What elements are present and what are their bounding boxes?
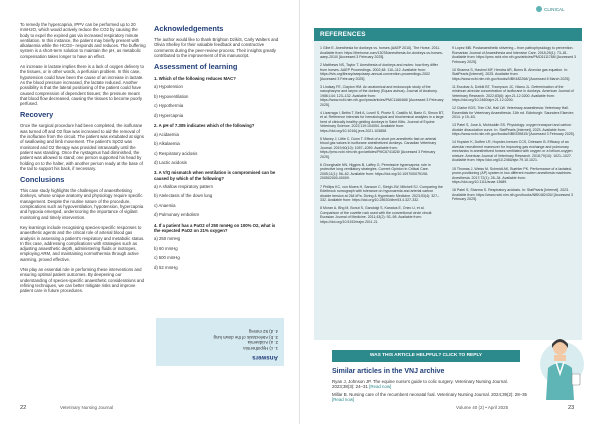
section-tag-label: CLINICAL — [544, 6, 565, 12]
paragraph: The author would like to thank Brighton DzikiS, Carly Walters and Olivia Shelley for their valuable feedback and constructive comments during the peer-review process. Their insights greatly contributed to the improvement of this manuscript. — [154, 37, 279, 58]
feedback-banner-button[interactable]: WAS THIS ARTICLE HELPFUL? CLICK TO REPLY — [332, 350, 520, 362]
recovery-heading: Recovery — [20, 110, 54, 120]
reference-item: 9 Lopez MB. Postanaesthetic shivering – from pathophysiology to prevention. Romanian Journal of Anaesthesia and Intensive Care. 2018;25(1): 73–81. Available from: https://pmc.ncbi.nlm.nih.gov/articles/PMC6111788/ [Accessed 3 February 2025]. — [452, 46, 577, 64]
answer-option: c) Respiratory acidosis — [154, 150, 198, 156]
question: 3. A V/Q mismatch when ventilation is compromised can be caused by which of the following? — [154, 170, 276, 181]
answers-box — [156, 318, 284, 366]
paragraph: To remedy the hypercapnia, IPPV can be performed up to 20 mmH2O, which would actively reduce the CO2 by causing the body to expel the expired gas via increased respiratory minute ventilation. In this instance, the patient may briefly present with alkalaemia while the HCO3− responds and reduces. The buffering system is a short-term solution to maintain the pH, as metabolic compensation takes longer to have an effect. — [20, 22, 146, 59]
answer-option: d) Hypercapnia — [154, 112, 184, 118]
answer-option: d) 52 mmHg — [154, 264, 178, 270]
answer-option: c) Anaemia — [154, 202, 176, 208]
reference-item: 13 Patel S, Jose A, Mohiuddin SS. Physiology: oxygen transport and carbon dioxide dissociation curve. In: StatPearls [Internet]. 2023. Available from: https://www.ncbi.nlm.nih.gov/books/NBK539815/ [Accessed 3 February 2025]. — [452, 123, 575, 137]
page-number: 23 — [568, 405, 575, 411]
answer-item: 2. a) Acidaemia — [247, 340, 278, 346]
similar-article — [332, 379, 528, 389]
reference-item: 1 Gibe E. Anesthesia for donkeys vs. horses (AAEP 2010). The Horse. 2011. Available from: https://thehorse.com/13078/anesthesia-for-donkeys-vs-horses-aaep-2010/ [Accessed 3 February 2025]. — [320, 46, 443, 59]
answer-option: b) Hypoventilation — [154, 93, 189, 99]
conclusions-heading: Conclusions — [20, 175, 65, 185]
reference-item: 7 Phillips KC, von Moers H, Sansom C, Sleigh JW, Mitchell SJ. Comparing the Edelbrock nomograph with tolerance on hypoxaemia and arterial carbon dioxide tension at 264 kPa. Diving & Hyperbaric Medicine. 2023;53(4): 327–332. Available from: https://doi.org/10.28920/dhm53.4.327-332. — [320, 184, 443, 203]
reference-item: 3 Lindsay FE, Clayton HM. An anatomical and endoscopic study of the nasopharynx and larynx of the donkey (Equus asinus). Journal of Anatomy. 1986;144: 123–132. Available from: https://www.ncbi.nlm.nih.gov/pmc/articles/PMC1166468/ [Accessed 3 February 2025]. — [320, 84, 444, 107]
section-tag — [536, 6, 565, 12]
answer-option: a) Acidaemia — [154, 131, 179, 137]
reference-item: 6 Chonghaile NN, Higgins B, Laffey G. Permissive hypercapnia: role in protective lung ventilatory strategies. Current Opinion in Critical Care. 2005;11(1): 56–62. Available from: https://doi.org/10.1097/00075198-200502000-00009. — [320, 162, 431, 181]
similar-article — [332, 392, 528, 402]
journal-volume: Volume 40 (2) • April 2025 — [456, 405, 509, 410]
answer-option: b) Atelectasis of the down lung — [154, 193, 213, 199]
answer-option: a) A shallow respiratory pattern — [154, 183, 213, 189]
answer-option: b) 60 mmHg — [154, 245, 178, 251]
answer-option: a) Hypotension — [154, 84, 183, 90]
reference-item: 12 Clarke KDS, Trim CM, Hall LW. Veterinary anaesthesia: Veterinary Hall. Essentials for Veterinary Anaesthesia. 11th ed. Edinburgh: Saunders Elsevier; 2014. p 19–63. — [452, 106, 574, 120]
answer-option: c) 500 mmHg — [154, 255, 180, 261]
read-now-link[interactable]: [Read now] — [332, 397, 355, 403]
reference-item: 4 Lizarraga I, Beths T, Bell A, Lovell S, Ploetz S, Castillo M, Bartz G, Simon BT, et al. Reference intervals for hematological and biochemical analytes in a large herd of clinically healthy gelding donkeys in Saint Kitts. Journal of Equine Veterinary Science. 2022;119:104054. Available from: https://doi.org/10.1016/j.jevs.2021.103858. — [320, 110, 444, 133]
similar-articles-heading: Similar articles in the VNJ archive — [332, 368, 445, 375]
reference-item: 10 Sharma S, Hashmi MF, Hendra AR, Burns B. Alveolar gas equation. In: StatPearls [Internet]. 2025. Available from: https://www.ncbi.nlm.nih.gov/books/NBK482268/ [Accessed 8 March 2025]. — [452, 67, 571, 81]
section-dot-icon — [536, 6, 542, 12]
reference-item: 5 Maney J, Little C, Dunn T. Effect of a short pre-anesthetic fast on arterial blood gas values in isoflurane anesthetized donkeys. Canadian Veterinary Journal. 2019;60(10): 1057–1059. Available from: https://pmc.ncbi.nlm.nih.gov/articles/PMC6741828/ [Accessed 3 February 2025]. — [320, 136, 437, 159]
right-page — [300, 0, 600, 424]
paragraph: Once the surgical procedure had been completed, the isoflurane was turned off and O2 flow was increased to aid the removal of the isoflurane from the circuit. The patient was extubated at signs of swallowing and limb movement. The patient's SpO2 was monitored and O2 therapy was provided intranasally until the patient was standing. Once the nystagmus had diminished, the patient was allowed to stand; one person supported his head by holding on to the halter, with another person ready at the base of the tail to support his back, if necessary. — [20, 123, 144, 171]
similar-article-citation: Ryan J, Johnson JP. The equine nurse's guide to colic surgery. Veterinary Nursing Journal. 2023;38(3): 24–31 — [332, 379, 508, 390]
similar-article-citation: Millar B. Nursing care of the recumbent neonatal foal. Veterinary Nursing Journal. 2024;39(2): 28–35 — [332, 392, 528, 397]
journal-name: Veterinary Nursing Journal — [60, 405, 114, 410]
question: 4. If a patient has a PaO2 of 250 mmHg on 100% O2, what is the expected PaO2 on 21% oxygen? — [154, 222, 276, 233]
answers-title: Answers — [252, 354, 278, 361]
reference-item: 11 Escobar A, Dzikiti BT, Thompson JC, Ntanu JL. Determination of the minimum alveolar concentration of isoflurane in donkeys. American Journal of Veterinary Research. 2022;83(6): ajvr.21.12.0200. Available from: https://doi.org/10.2460/ajvr.21.12.0200. — [452, 84, 574, 103]
right-column — [154, 22, 282, 274]
read-now-link[interactable]: [Read now] — [369, 384, 392, 390]
assessment-heading: Assessment of learning — [154, 62, 238, 72]
answer-option: d) Lactic acidosis — [154, 159, 187, 165]
paragraph: VNs play an essential role in performing these interventions and ensuring optimal patient outcomes. By deepening our understanding of species-specific anaesthetic considerations and refining techniques, we can better mitigate risks and improve patient care in future procedures. — [20, 266, 144, 294]
acknowledgements-heading: Acknowledgements — [154, 24, 224, 33]
paragraph: Key learnings include recognising species-specific responses to anaesthetic agents and the critical role of arterial blood gas analysis in assessing a patient's respiratory and metabolic status. In this case, addressing complications with strategies such as adjusting anaesthetic depth, administering fluids or inotropes, employing ARM, and maintaining normothermia through active warming, proved effective. — [20, 224, 145, 262]
answer-item: 4. d) 52 mmHg — [248, 329, 278, 335]
paragraph: This case study highlights the challenges of anaesthetising donkeys, whose unique anatomy and physiology require specific management. Despite the routine nature of the procedure, complications such as hypoventilation, hypotension, hypercapnia and hypoxia emerged, underscoring the importance of vigilant monitoring and timely intervention. — [20, 188, 144, 220]
references-box — [314, 28, 582, 340]
references-heading: REFERENCES — [314, 28, 582, 41]
nurse-illustration-icon — [532, 334, 584, 400]
answer-option: a) 250 mmHg — [154, 236, 181, 242]
reference-item: 15 Thomas J, Weiss M, Schmidt AK, Buehler PK. Performance of a lactated-prone-positioning (AP) system in two different modern anesthesia machines. Anesthesia. 2017;72(1): 28–34. Available from: https://doi.org/10.1111/anae.13689. — [452, 166, 572, 185]
paragraph: An increase in lactate implies there is a lack of oxygen delivery to the tissues, or in other words, a perfusion problem. In this case, hypotension could have been the cause of an increase in lactate. As the blood pressure increased, the lactate reduced. Another possibility is that the lateral positioning of the patient could have caused compression of dependent tissues; the pressure meant that blood flow decreased, causing the tissues to become poorly perfused. — [20, 64, 144, 107]
references-column — [452, 46, 576, 205]
answer-option: b) Alkalaemia — [154, 141, 180, 147]
page-number: 22 — [20, 405, 27, 411]
reference-item: 8 Moran A, Bhg M, Bonut S, Gandolgi S, Kanatus E, Onec U, et al. Comparison of the cuvette rock used with the conventional circle circuit. Eurasian Journal of Medicine. 2011;43(2): 92–98. Available from: https://doi.org/10.5152/eajm.2011.21. — [320, 206, 433, 224]
answer-item: 3. b) Atelectasis of the down lung — [213, 334, 278, 340]
question: 2. A pH of 7.305 indicates which of the following? — [154, 123, 255, 129]
reference-item: 14 Hopster K, Duffee LR, Hopster-Iversen CCS, Driessen B. Efficacy of an alveolar recruitment maneuver for improving gas exchange and pulmonary mechanics in anesthetized horses ventilated with oxygen or a helium-oxygen mixture. American Journal of Veterinary Research. 2018;79(10): 1021–1027. Available from: https://doi.org/10.2460/ajvr.79.10.1021. — [452, 140, 573, 163]
references-column — [320, 46, 444, 228]
answers-upside-down — [156, 318, 284, 366]
answer-item: 1. c) Hypothermia — [243, 346, 278, 351]
answer-option: d) Pulmonary embolism — [154, 212, 200, 218]
reference-item: 2 Matthews NS, Taylor T. Anesthesia of donkeys and mules: how they differ from horses. AAEP Proceedings. 2002;48: 110–112. Available from: https://ivis.org/library/aaep/aaep-annual-convention-proceedings-2002 [Accessed 3 February 2025]. — [320, 63, 438, 81]
answer-option: c) Hypothermia — [154, 103, 184, 109]
left-column — [20, 22, 146, 298]
question: 1. Which of the following reduces MAC? — [154, 76, 236, 82]
reference-item: 16 Patel S, Sharma S. Respiratory acidosis. In: StatPearls [Internet]. 2023. Available from: https://www.ncbi.nlm.nih.gov/books/NBK482430/ [Accessed 3 February 2025]. — [452, 188, 573, 202]
